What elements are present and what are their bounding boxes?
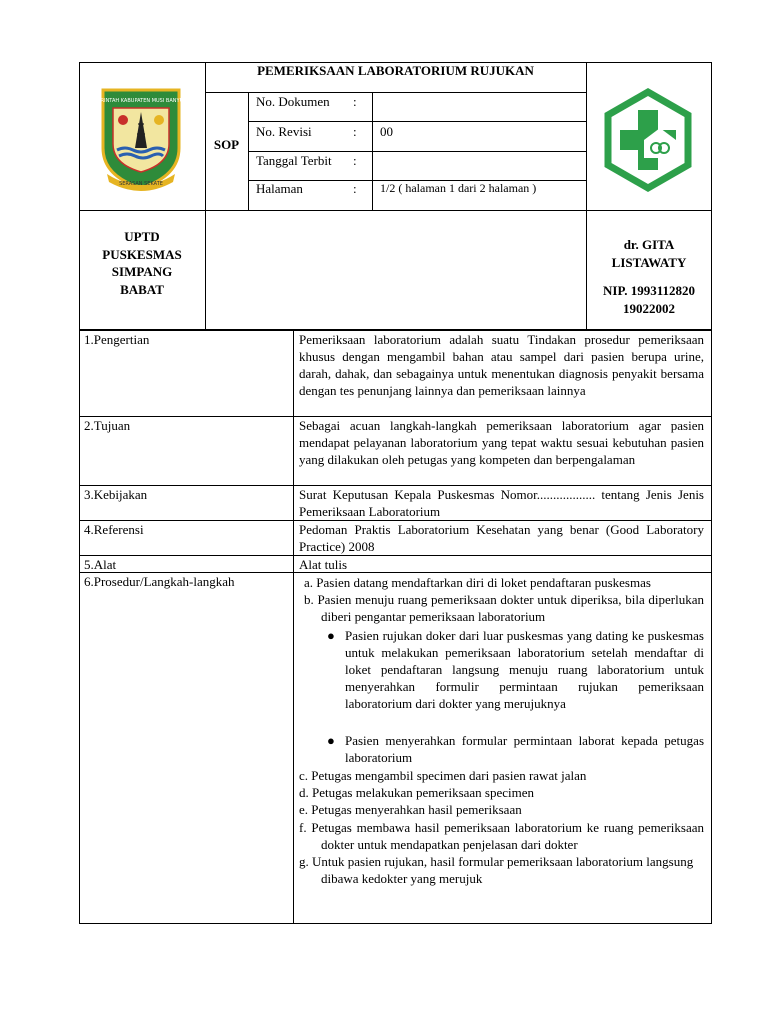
section-label-pengertian: 1.Pengertian — [84, 332, 150, 347]
signer-name: LISTAWATY — [611, 255, 687, 270]
org-name — [79, 228, 205, 298]
org-line: BABAT — [120, 281, 164, 297]
procedure-step-d: d. Petugas melakukan pemeriksaan specimen — [299, 785, 535, 800]
org-line: SIMPANG — [111, 264, 173, 279]
signer-name: dr. GITA — [623, 237, 675, 252]
procedure-step-b: b. Pasien menuju ruang pemeriksaan dokter untuk diperiksa, bila diperlukan diberi pengantar pemeriksaan laboratorium — [304, 592, 704, 624]
header-divider — [205, 92, 586, 93]
header-divider — [248, 151, 586, 152]
field-value-no-revisi: 00 — [380, 124, 393, 139]
sop-label: SOP — [213, 137, 240, 152]
section-label-referensi: 4.Referensi — [84, 522, 144, 537]
body-divider — [293, 330, 294, 924]
field-label-tanggal-terbit: Tanggal Terbit — [256, 153, 332, 168]
field-colon: : — [353, 124, 357, 139]
header-divider — [248, 121, 586, 122]
section-label-tujuan: 2.Tujuan — [84, 418, 131, 433]
section-text-pengertian: Pemeriksaan laboratorium adalah suatu Tindakan prosedur pemeriksaan khusus dengan mengambil bahan atau sampel dari pasien berupa urine, darah, dahak, dan sebagainya untuk menentukan diagnosis penyakit bersama dengan tes penunjang lainnya dan pemeriksaan lainnya — [299, 332, 704, 398]
field-label-no-dokumen: No. Dokumen — [256, 94, 330, 109]
regency-logo — [86, 84, 196, 192]
section-label-alat: 5.Alat — [84, 557, 117, 572]
section-label-kebijakan: 3.Kebijakan — [84, 487, 148, 502]
logo-top-text: PEMERINTAH KABUPATEN MUSI BANYUASIN — [86, 98, 196, 104]
org-line: PUSKESMAS — [102, 246, 182, 262]
procedure-step-f: f. Petugas membawa hasil pemeriksaan laboratorium ke ruang pemeriksaan dokter untuk mendapatkan penjelasan dari dokter — [299, 820, 704, 852]
header-divider — [79, 210, 712, 211]
header-divider — [205, 62, 206, 330]
procedure-bullet-icon: ● — [327, 628, 335, 643]
field-label-no-revisi: No. Revisi — [256, 124, 312, 139]
section-text-tujuan: Sebagai acuan langkah-langkah pemeriksaan laboratorium agar pasien mendapat pelayanan laboratorium yang tepat waktu sesuai kebutuhan pasien yang dilakukan oleh petugas yang kompeten dan berpengalaman — [299, 418, 704, 467]
signer-nip: NIP. 1993112820 — [603, 283, 695, 298]
procedure-bullet-2: Pasien menyerahkan formular permintaan laborat kepada petugas laboratorium — [345, 733, 704, 765]
procedure-step-e: e. Petugas menyerahkan hasil pemeriksaan — [299, 802, 522, 817]
puskesmas-logo — [600, 88, 696, 192]
field-colon: : — [353, 153, 357, 168]
org-line: UPTD — [124, 229, 160, 244]
procedure-bullet-icon: ● — [327, 733, 335, 748]
section-text-alat: Alat tulis — [299, 557, 348, 572]
procedure-step-g: g. Untuk pasien rujukan, hasil formular pemeriksaan laboratorium langsung dibawa kedokter yang merujuk — [299, 854, 694, 886]
field-value-halaman: 1/2 ( halaman 1 dari 2 halaman ) — [380, 181, 537, 195]
procedure-bullet-1: Pasien rujukan doker dari luar puskesmas yang dating ke puskesmas untuk melakukan pemeriksaan laboratorium setelah mendaftar di loket pendaftaran langsung menuju ruang laboratorium untuk menyerahkan formulir permintaan rujukan pemeriksaan laboratorium dari dokter yang merujuknya — [345, 628, 704, 711]
field-label-halaman: Halaman — [256, 181, 303, 196]
document-title: PEMERIKSAAN LABORATORIUM RUJUKAN — [257, 63, 534, 78]
section-text-referensi: Pedoman Praktis Laboratorium Kesehatan yang benar (Good Laboratory Practice) 2008 — [299, 522, 704, 554]
field-colon: : — [353, 94, 357, 109]
signer-block — [586, 236, 712, 318]
procedure-step-a: a. Pasien datang mendaftarkan diri di loket pendaftaran puskesmas — [304, 575, 651, 590]
field-colon: : — [353, 181, 357, 196]
procedure-step-c: c. Petugas mengambil specimen dari pasien rawat jalan — [299, 768, 587, 783]
section-label-prosedur: 6.Prosedur/Langkah-langkah — [84, 574, 235, 589]
section-text-kebijakan: Surat Keputusan Kepala Puskesmas Nomor.................. tentang Jenis Jenis Pemeriksaan Laboratorium — [299, 487, 704, 519]
logo-bottom-text: SERASAN SEKATE — [119, 181, 163, 187]
signer-nip: 19022002 — [623, 301, 675, 316]
